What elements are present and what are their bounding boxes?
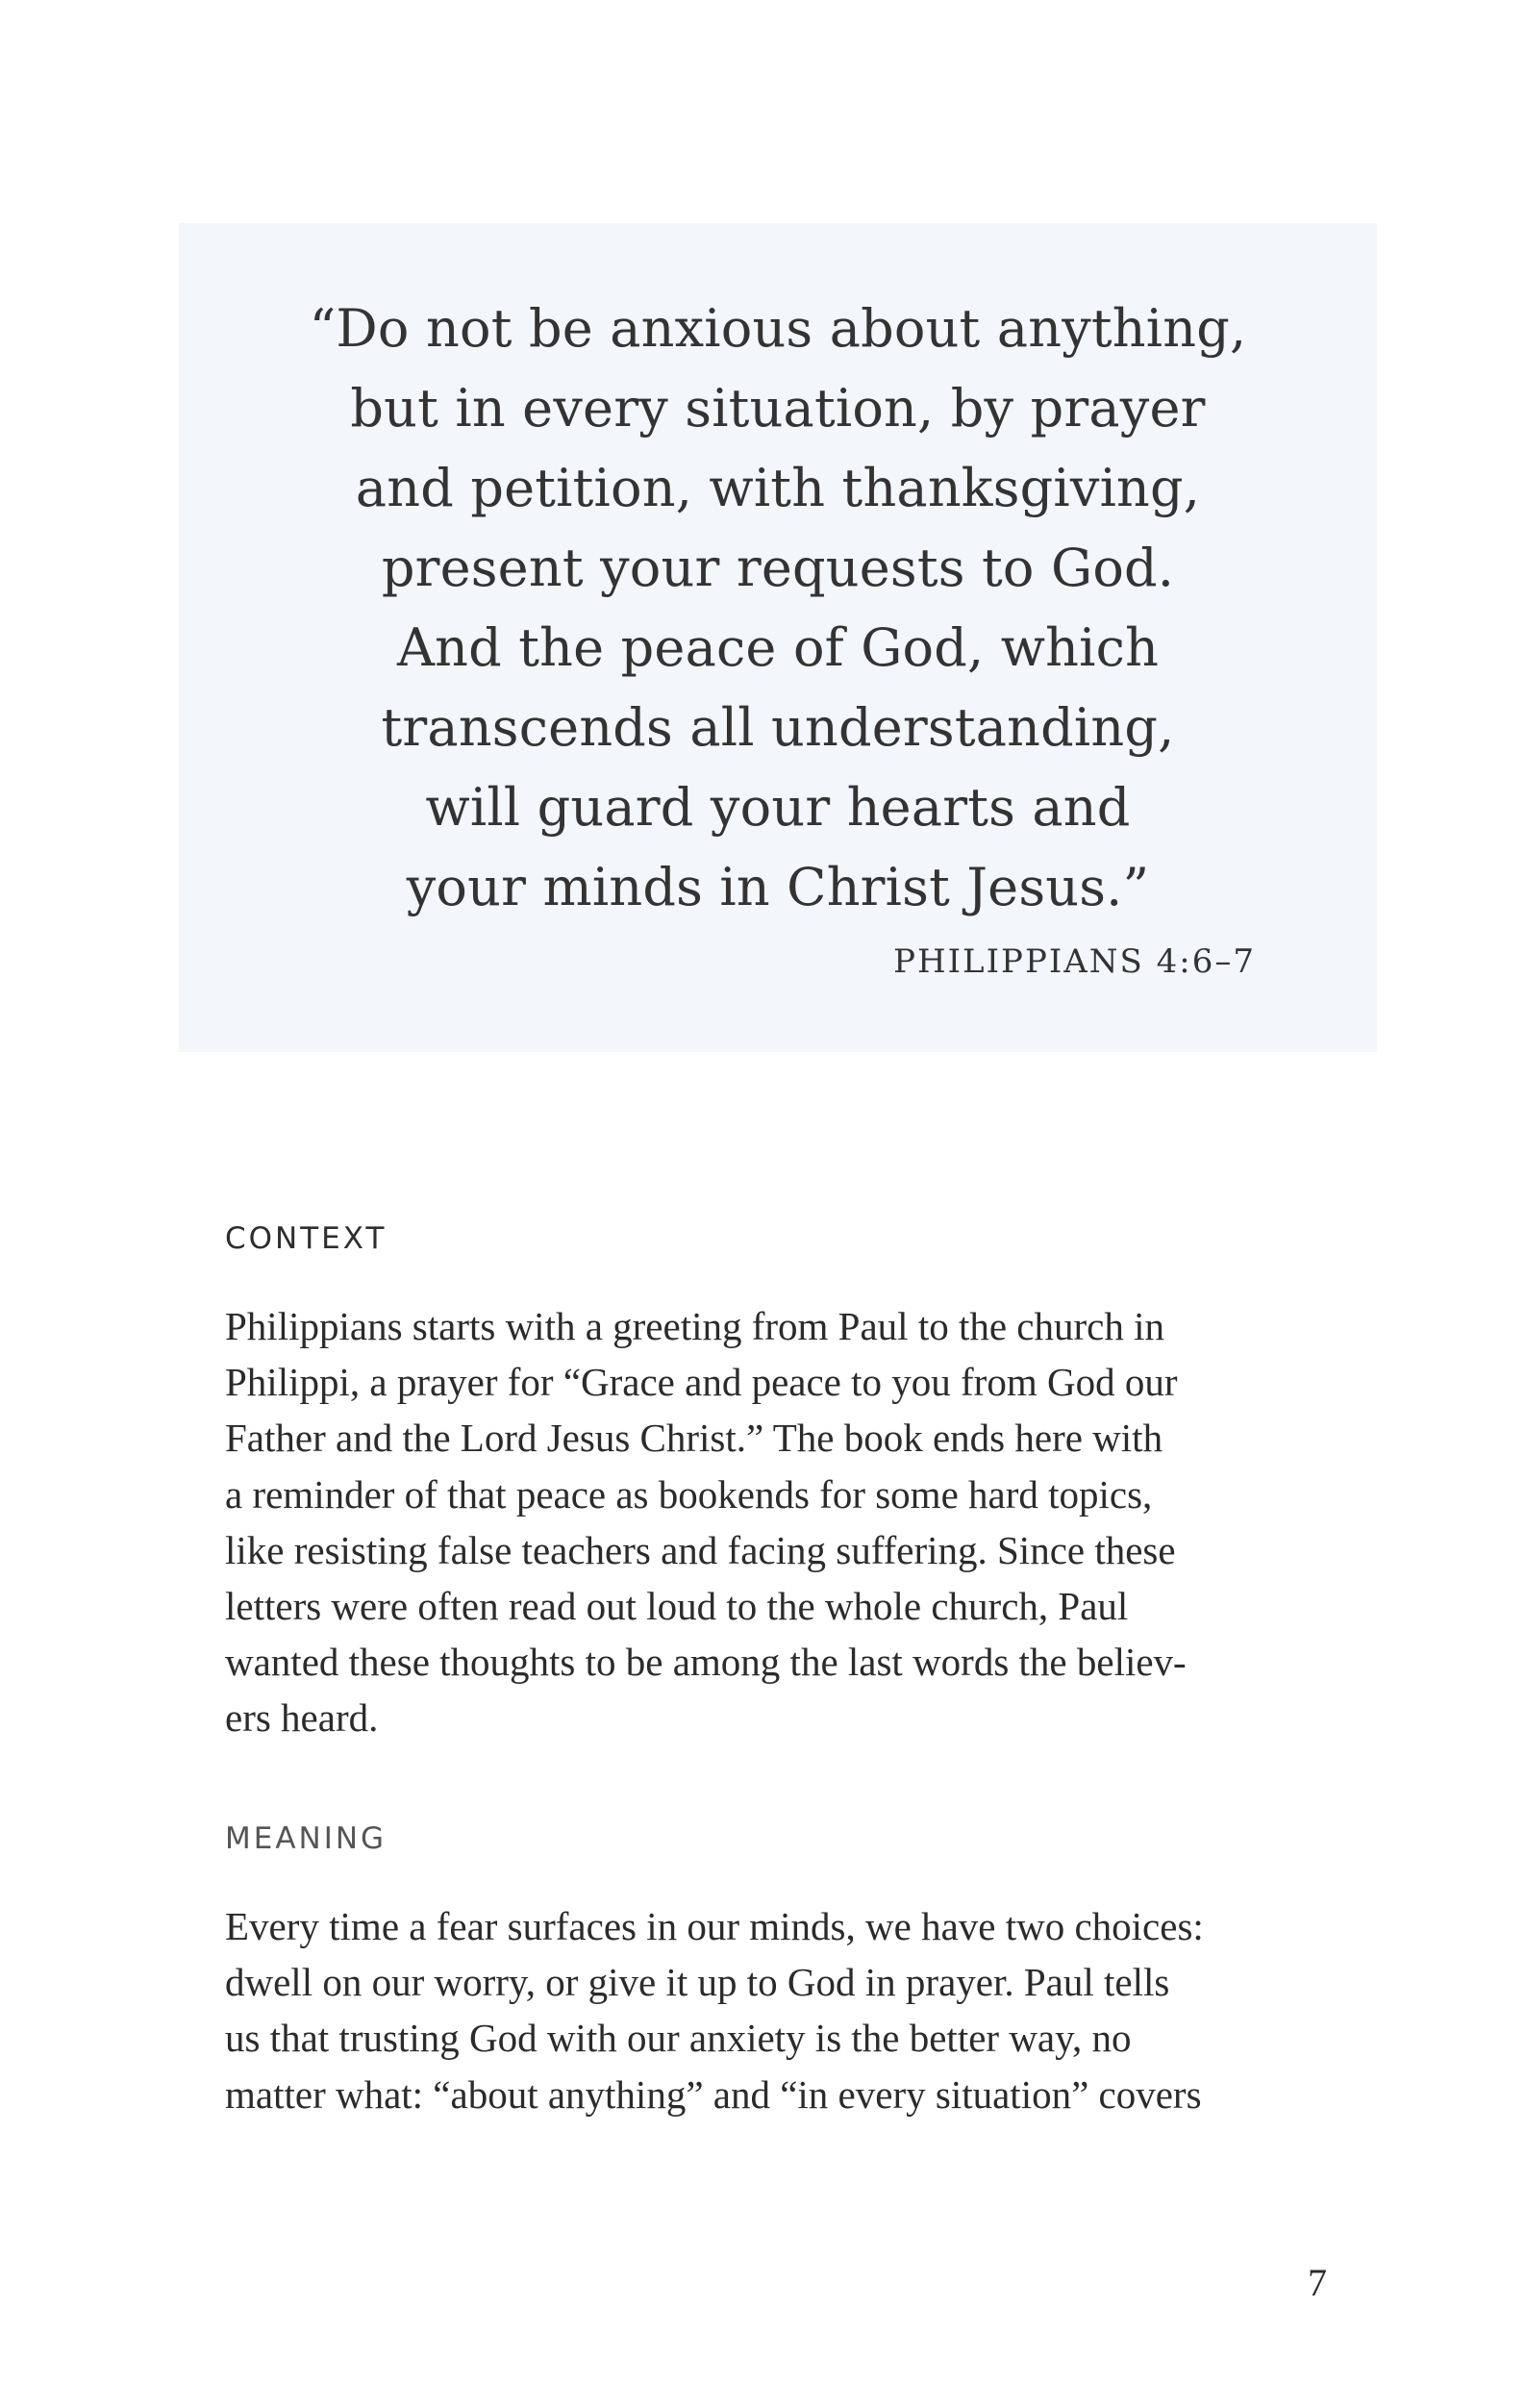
quote-line: present your requests to God. bbox=[381, 538, 1175, 598]
context-line: Philippians starts with a greeting from Paul to the church in bbox=[225, 1304, 1164, 1348]
scripture-quote bbox=[179, 288, 1377, 927]
page-number: 7 bbox=[1308, 2261, 1327, 2304]
meaning-line: matter what: “about anything” and “in every situation” covers bbox=[225, 2071, 1202, 2117]
context-line: like resisting false teachers and facing suffering. Since these bbox=[225, 1527, 1176, 1572]
context-line: ers heard. bbox=[225, 1695, 379, 1741]
meaning-line: us that trusting God with our anxiety is the better way, no bbox=[225, 2016, 1132, 2061]
quote-line: but in every situation, by prayer bbox=[350, 378, 1206, 439]
quote-line: transcends all understanding, bbox=[381, 697, 1175, 758]
quote-line: “Do not be anxious about anything, bbox=[309, 298, 1247, 359]
context-heading: CONTEXT bbox=[225, 1221, 388, 1256]
meaning-line: Every time a fear surfaces in our minds, we have two choices: bbox=[225, 1904, 1204, 1948]
scripture-reference: PHILIPPIANS 4:6–7 bbox=[893, 942, 1256, 981]
context-line: wanted these thoughts to be among the last words the believ- bbox=[225, 1640, 1187, 1685]
context-line: a reminder of that peace as bookends for some hard topics, bbox=[225, 1471, 1153, 1517]
meaning-line: dwell on our worry, or give it up to God in prayer. Paul tells bbox=[225, 1960, 1170, 2005]
quote-line: and petition, with thanksgiving, bbox=[355, 458, 1201, 518]
meaning-paragraph bbox=[225, 1898, 1321, 2122]
context-paragraph bbox=[225, 1298, 1321, 1746]
meaning-heading: MEANING bbox=[225, 1821, 388, 1856]
quote-line: your minds in Christ Jesus.” bbox=[406, 857, 1150, 917]
quote-line: And the peace of God, which bbox=[396, 617, 1160, 678]
context-line: letters were often read out loud to the whole church, Paul bbox=[225, 1584, 1129, 1629]
context-line: Father and the Lord Jesus Christ.” The book ends here with bbox=[225, 1416, 1163, 1461]
quote-line: will guard your hearts and bbox=[425, 777, 1131, 838]
context-line: Philippi, a prayer for “Grace and peace to you from God our bbox=[225, 1360, 1178, 1405]
